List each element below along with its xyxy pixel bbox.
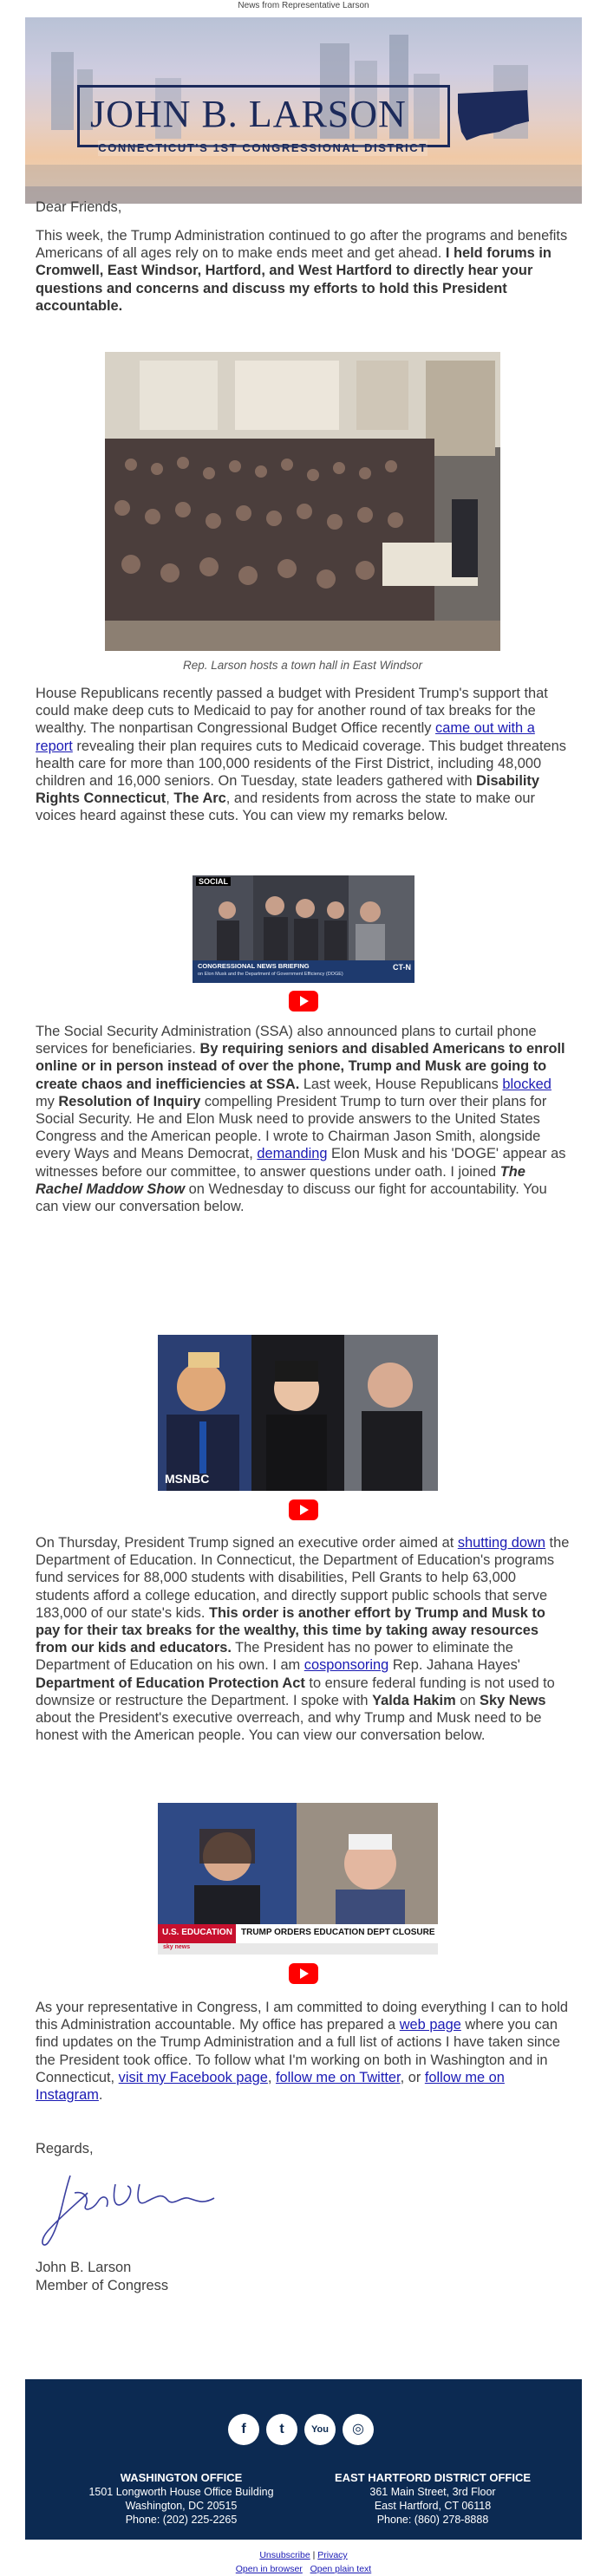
email-container	[25, 17, 582, 204]
east-hartford-office	[311, 2471, 554, 2527]
preheader: News from Representative Larson	[238, 1, 369, 10]
signer-name: John B. Larson	[36, 2260, 132, 2275]
signer-title: Member of Congress	[36, 2278, 169, 2293]
closing-text-4: , or	[400, 2069, 425, 2085]
signature-scribble	[36, 2167, 226, 2249]
east-hartford-office-phone: Phone: (860) 278-8888	[376, 2514, 489, 2526]
edu-text-6: on	[455, 1692, 480, 1708]
msnbc-video-image	[158, 1335, 438, 1491]
facebook-icon[interactable]	[228, 2414, 259, 2445]
education-paragraph	[36, 1534, 573, 1744]
blocked-link[interactable]: blocked	[502, 1076, 552, 1092]
youtube-glyph: You	[311, 2424, 329, 2435]
sky-news-logo: sky news	[163, 1944, 191, 1950]
bottom-links-row-1	[0, 2550, 607, 2560]
signer-block	[36, 2259, 168, 2295]
video1-lower-third-sub: on Elon Musk and the Department of Government Efficiency (DOGE)	[198, 972, 343, 977]
bottom-links-row-2	[0, 2564, 607, 2574]
edu-text-1: On Thursday, President Trump signed an executive order aimed at	[36, 1535, 458, 1551]
msnbc-video-thumbnail[interactable]	[158, 1335, 438, 1491]
ssa-text-1: The Social Security Administration (SSA) also announced plans to curtail phone services for beneficiaries.	[36, 1024, 537, 1057]
footer	[25, 2379, 582, 2540]
ssa-text-6: on Wednesday to discuss our fight for accountability. You can view our conversation below.	[36, 1181, 547, 1215]
ssa-bold-2: Resolution of Inquiry	[58, 1093, 201, 1109]
shutting-down-link[interactable]: shutting down	[457, 1535, 545, 1551]
twitter-icon[interactable]	[266, 2414, 297, 2445]
video1-lower-third: CONGRESSIONAL NEWS BRIEFING	[198, 962, 310, 970]
signature-image	[36, 2167, 226, 2249]
connecticut-map-icon	[454, 87, 532, 142]
instagram-link[interactable]: follow me on Instagram	[36, 2069, 505, 2104]
instagram-glyph: ◎	[352, 2422, 364, 2436]
ssa-bold-1: By requiring seniors and disabled Americans to enroll online or in person instead of over the phone, Trump and Musk are going to create chaos and inefficiencies at SSA.	[36, 1041, 565, 1092]
instagram-icon[interactable]	[343, 2414, 374, 2445]
washington-office-line2: Washington, DC 20515	[125, 2500, 238, 2512]
east-hartford-office-line2: East Hartford, CT 06118	[374, 2500, 492, 2512]
washington-office	[60, 2471, 303, 2527]
ctn-logo: CT-N	[393, 963, 411, 972]
medicaid-text-4: , and residents from across the state to make our voices heard against these cuts. You can view my remarks below.	[36, 790, 535, 824]
youtube-play-button-2[interactable]	[289, 1499, 318, 1520]
facebook-glyph: f	[241, 2422, 246, 2436]
medicaid-text-2: revealing their plan requires cuts to Medicaid coverage. This budget threatens health care for more than 100,000 residents of the First District, including 48,000 children and 16,000 seniors. On Tuesday, state leaders gathered with	[36, 738, 566, 790]
edu-text-4: Rep. Jahana Hayes'	[388, 1657, 520, 1674]
edu-bold-4: Sky News	[480, 1692, 546, 1708]
edu-text-5: to ensure federal funding is not used to downsize or restructure the Department. I spoke with	[36, 1675, 555, 1708]
maddow-show-name: The Rachel Maddow Show	[36, 1163, 525, 1197]
bottom-separator: |	[310, 2550, 318, 2560]
video3-tag: U.S. EDUCATION	[162, 1928, 232, 1937]
web-page-link[interactable]: web page	[399, 2017, 461, 2033]
banner-subtitle: CONNECTICUT'S 1ST CONGRESSIONAL DISTRICT	[98, 141, 428, 154]
cbo-report-link[interactable]: came out with a report	[36, 720, 535, 754]
east-hartford-office-line1: 361 Main Street, 3rd Floor	[369, 2486, 496, 2498]
video1-sign-label: SOCIAL	[196, 877, 231, 886]
header-banner	[25, 17, 582, 204]
demanding-link[interactable]: demanding	[257, 1146, 328, 1162]
edu-bold-1: This order is another effort by Trump and Musk to pay for their tax breaks for the wealthy, this time by taking away resources from our kids and educators.	[36, 1604, 545, 1656]
closing-text-3: ,	[267, 2069, 276, 2085]
edu-text-7: about the President's executive overreach, and why Trump and Musk need to be honest with the American people. You can view our conversation below.	[36, 1710, 542, 1744]
edu-bold-3: Yalda Hakim	[372, 1692, 456, 1708]
regards-text: Regards,	[36, 2141, 94, 2156]
youtube-play-button-1[interactable]	[289, 991, 318, 1012]
ssa-text-5: Elon Musk and his 'DOGE' appear as witnesses before our committee, to answer questions under oath. I joined	[36, 1146, 566, 1180]
edu-bold-2: Department of Education Protection Act	[36, 1675, 305, 1691]
edu-text-2: the Department of Education. In Connecticut, the Department of Education's programs fund services for 88,000 students with disabilities, Pell Grants to help 63,000 students afford a college education, and directly support public schools that serve 183,000 of our state's kids.	[36, 1535, 570, 1621]
youtube-play-button-3[interactable]	[289, 1963, 318, 1984]
closing-paragraph	[36, 1999, 573, 2104]
video3-lower-third: TRUMP ORDERS EDUCATION DEPT CLOSURE	[241, 1928, 435, 1937]
edu-text-3: The President has no power to eliminate the Department of Education on his own. I am	[36, 1640, 513, 1674]
closing-text-5: .	[98, 2087, 103, 2104]
briefing-video-thumbnail[interactable]	[193, 875, 414, 983]
ssa-text-4: compelling President Trump to turn over their plans for Social Security. He and Elon Musk need to provide answers to the United States Congress and the American people. I wrote to Chairman Jason Smith, alongside every Ways and Means Democrat,	[36, 1093, 547, 1162]
intro-text: This week, the Trump Administration continued to go after the programs and benefits Americans of all ages rely on to make ends meet and get ahead.	[36, 228, 568, 262]
intro-paragraph	[36, 227, 573, 315]
washington-office-title: WASHINGTON OFFICE	[120, 2471, 243, 2484]
medicaid-paragraph	[36, 685, 573, 825]
washington-office-line1: 1501 Longworth House Office Building	[88, 2486, 274, 2498]
closing-text-2: where you can find updates on the Trump Administration and a full list of actions I have taken since the President took office. To follow what I'm working on both in Washington and in Connecticut,	[36, 2017, 560, 2085]
banner-name: JOHN B. LARSON	[90, 93, 407, 135]
open-plain-text-link[interactable]: Open plain text	[310, 2564, 372, 2574]
town-hall-photo	[105, 352, 500, 651]
ssa-paragraph	[36, 1023, 573, 1215]
unsubscribe-link[interactable]: Unsubscribe	[259, 2550, 310, 2560]
greeting: Dear Friends,	[36, 199, 122, 215]
washington-office-phone: Phone: (202) 225-2265	[125, 2514, 238, 2526]
town-hall-image	[105, 352, 500, 651]
sky-news-video-thumbnail[interactable]	[158, 1803, 438, 1955]
open-in-browser-link[interactable]: Open in browser	[235, 2564, 303, 2574]
closing-text-1: As your representative in Congress, I am committed to doing everything I can to hold this Administration accountable. My office has prepared a	[36, 2000, 569, 2033]
medicaid-bold-1: Disability Rights Connecticut	[36, 773, 539, 807]
medicaid-text-3: ,	[166, 790, 174, 807]
ssa-text-2: Last week, House Republicans	[299, 1076, 503, 1092]
twitter-link[interactable]: follow me on Twitter	[275, 2069, 401, 2085]
privacy-link[interactable]: Privacy	[317, 2550, 348, 2560]
twitter-glyph: t	[279, 2422, 284, 2436]
east-hartford-office-title: EAST HARTFORD DISTRICT OFFICE	[334, 2471, 532, 2484]
medicaid-bold-2: The Arc	[173, 790, 226, 807]
intro-bold-text: I held forums in Cromwell, East Windsor, Hartford, and West Hartford to directly hear your questions and concerns and discuss my efforts to hold this President accountable.	[36, 245, 552, 314]
medicaid-text-1: House Republicans recently passed a budget with President Trump's support that could make deep cuts to Medicaid to pay for another round of tax breaks for the wealthy. The nonpartisan Congressional Budget Office recently	[36, 686, 548, 737]
town-hall-caption: Rep. Larson hosts a town hall in East Windsor	[182, 659, 423, 672]
ssa-text-3: my	[36, 1093, 59, 1109]
msnbc-logo: MSNBC	[165, 1472, 210, 1486]
cosponsoring-link[interactable]: cosponsoring	[304, 1657, 389, 1674]
facebook-page-link[interactable]: visit my Facebook page	[118, 2069, 268, 2085]
youtube-icon[interactable]	[304, 2414, 336, 2445]
